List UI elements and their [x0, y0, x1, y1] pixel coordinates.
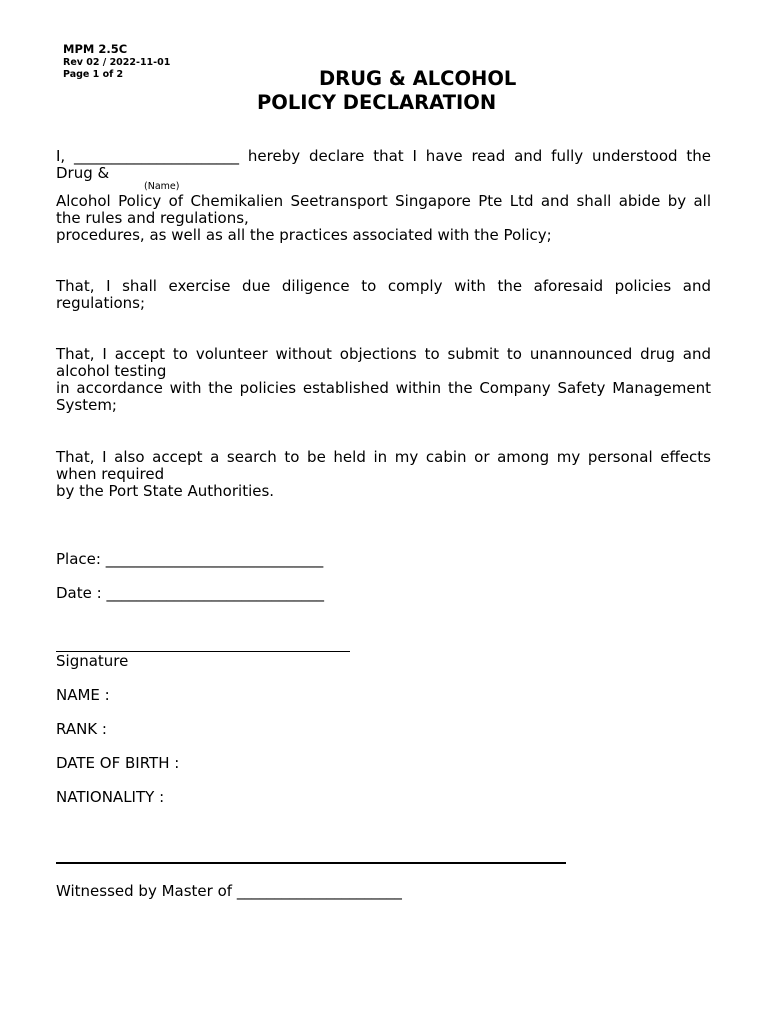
declaration-line: regulations; — [56, 294, 146, 312]
document-code: MPM 2.5C — [63, 42, 128, 56]
place-field: Place: _____________________________ — [56, 550, 324, 568]
rank-label: RANK : — [56, 720, 107, 738]
page-number: Page 1 of 2 — [63, 69, 124, 80]
declaration-line: Alcohol Policy of Chemikalien Seetransport Singapore Pte Ltd and shall abide by all — [56, 192, 711, 210]
witness-separator-line — [56, 862, 566, 864]
declaration-line: I, ______________________ hereby declare that I have read and fully understood the — [56, 147, 711, 165]
witness-field: Witnessed by Master of ______________________ — [56, 882, 402, 900]
name-caption: (Name) — [144, 181, 180, 192]
declaration-line: That, I accept to volunteer without objections to submit to unannounced drug and — [56, 345, 711, 363]
date-field: Date : _____________________________ — [56, 584, 324, 602]
document-title-line-1: DRUG & ALCOHOL — [319, 67, 517, 90]
declaration-line: Drug & — [56, 164, 110, 182]
nationality-label: NATIONALITY : — [56, 788, 165, 806]
declaration-line: That, I shall exercise due diligence to comply with the aforesaid policies and — [56, 277, 711, 295]
declaration-line: when required — [56, 465, 165, 483]
declaration-line: the rules and regulations, — [56, 209, 249, 227]
declaration-line: by the Port State Authorities. — [56, 482, 275, 500]
declaration-line: System; — [56, 396, 117, 414]
signature-label: Signature — [56, 652, 129, 670]
document-title-line-2: POLICY DECLARATION — [257, 91, 497, 114]
declaration-line: in accordance with the policies established within the Company Safety Management — [56, 379, 711, 397]
declaration-line: procedures, as well as all the practices associated with the Policy; — [56, 226, 552, 244]
declaration-line: alcohol testing — [56, 362, 167, 380]
declaration-line: That, I also accept a search to be held in my cabin or among my personal effects — [56, 448, 711, 466]
revision-label: Rev 02 / 2022-11-01 — [63, 57, 171, 68]
date-of-birth-label: DATE OF BIRTH : — [56, 754, 180, 772]
name-label: NAME : — [56, 686, 110, 704]
